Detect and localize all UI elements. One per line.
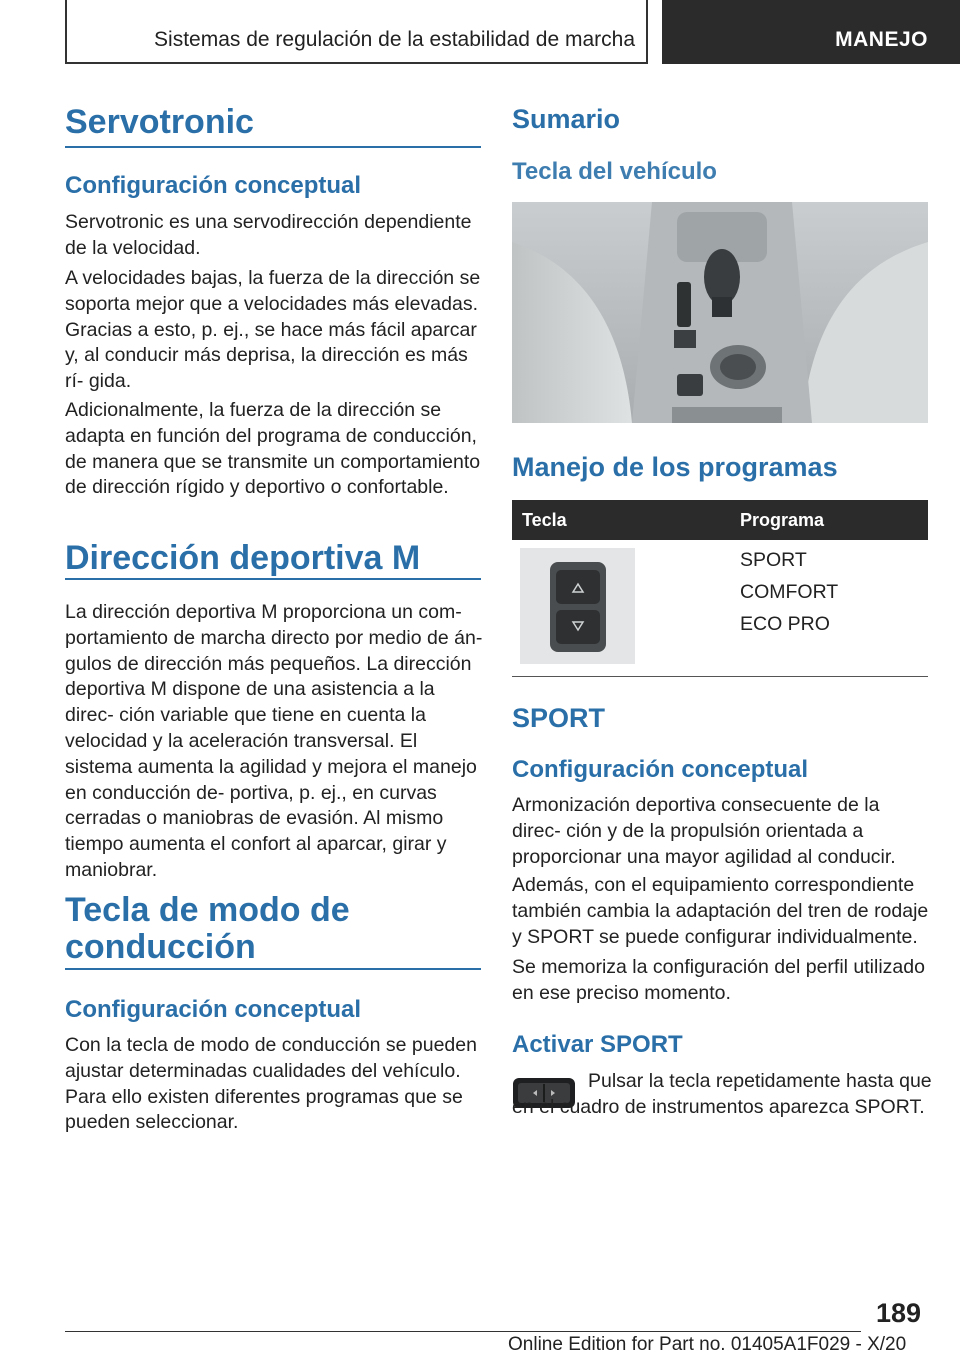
subheading-manejo-programas: Manejo de los programas — [512, 452, 838, 482]
heading-tecla-modo: Tecla de modo de conducción — [65, 891, 350, 966]
table-bottom-rule — [512, 676, 928, 677]
subheading-servotronic-concept: Configuración conceptual — [65, 172, 362, 199]
sport-paragraph-2: Además, con el equipamiento correspondiente también cambia la adaptación del tren de rodaje y SPORT se puede configurar individualmente. — [512, 874, 929, 948]
table-header — [512, 500, 928, 540]
servotronic-paragraph-2: A velocidades bajas, la fuerza de la dirección se soporta mejor que a velocidades más elevadas. Gracias a esto, p. ej., se hace más fácil aparcar y, al conducir más deprisa, la dirección es más rí‐ gida. — [65, 267, 481, 393]
heading-servotronic: Servotronic — [65, 103, 254, 141]
heading-sumario: Sumario — [512, 104, 621, 134]
program-eco-pro: ECO PRO — [740, 613, 830, 635]
edition-footer: Online Edition for Part no. 01405A1F029 - X/20 — [508, 1334, 907, 1355]
heading-direccion-deportiva: Dirección deportiva M — [65, 539, 421, 577]
servotronic-paragraph-1: Servotronic es una servodirección dependiente de la velocidad. — [65, 211, 472, 259]
page-number: 189 — [876, 1298, 922, 1328]
heading-rule — [65, 968, 481, 970]
servotronic-paragraph-3: Adicionalmente, la fuerza de la dirección se adapta en función del programa de conducción, de manera que se transmite un comportamiento de dirección rígido y deportivo o confortable. — [65, 399, 481, 499]
program-comfort: COMFORT — [740, 581, 839, 603]
footer-rule — [65, 1331, 861, 1332]
activar-paragraph: Pulsar la tecla repetidamente hasta que en el cuadro de instrumentos aparezca SPORT. — [512, 1070, 932, 1118]
heading-sport: SPORT — [512, 703, 606, 733]
mode-button-photo — [520, 548, 635, 664]
program-sport: SPORT — [740, 549, 807, 571]
subheading-activar-sport: Activar SPORT — [512, 1031, 683, 1058]
tecla-paragraph: Con la tecla de modo de conducción se pueden ajustar determinadas cualidades del vehículo. Para ello existen diferentes programas que se pueden seleccionar. — [65, 1034, 477, 1134]
table-header-tecla: Tecla — [522, 510, 567, 530]
chapter-tab-label: MANEJO — [835, 28, 928, 51]
direccion-paragraph: La dirección deportiva M proporciona un com‐ portamiento de marcha directo por medio de án‐ gulos de dirección más pequeños. La dirección deportiva M dispone de una asistencia a la direc‐ ción variable que tiene en cuenta la velocidad y la aceleración transversal. El sistema aumenta la agilidad y mejora el manejo en conducción de‐ portiva, p. ej., en curvas cerradas o maniobras de evasión. Al mismo tiempo aumenta el confort al aparcar, girar y maniobrar. — [65, 601, 483, 881]
subheading-tecla-concept: Configuración conceptual — [65, 996, 362, 1023]
subheading-tecla-vehiculo: Tecla del vehículo — [512, 158, 717, 185]
subheading-sport-concept: Configuración conceptual — [512, 756, 809, 783]
table-header-programa: Programa — [740, 510, 825, 530]
sport-paragraph-1: Armonización deportiva consecuente de la direc‐ ción y de la propulsión orientada a proporcionar una mayor agilidad al conducir. — [512, 794, 896, 868]
section-title: Sistemas de regulación de la estabilidad de marcha — [154, 28, 635, 51]
heading-rule — [65, 146, 481, 148]
sport-paragraph-3: Se memoriza la configuración del perfil utilizado en ese preciso momento. — [512, 956, 925, 1004]
heading-rule — [65, 578, 481, 580]
console-photo — [512, 202, 928, 423]
